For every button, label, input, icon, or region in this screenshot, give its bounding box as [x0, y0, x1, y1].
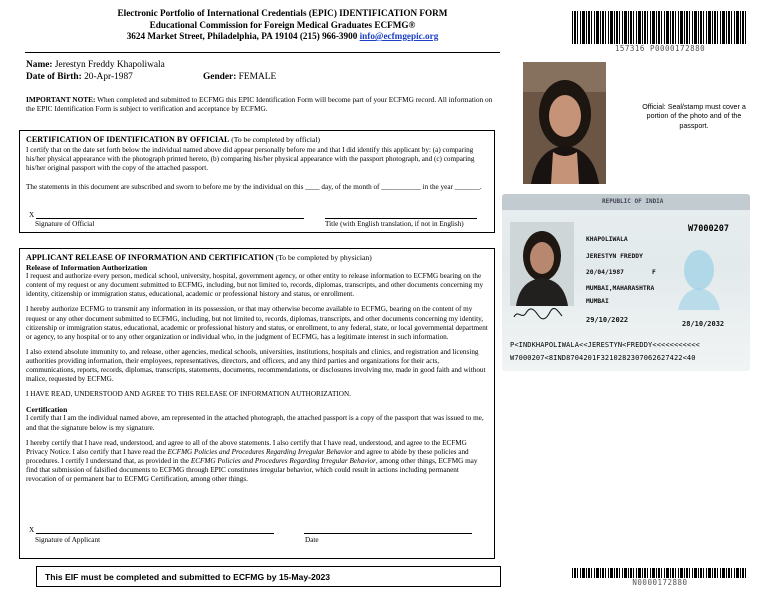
important-note-label: IMPORTANT NOTE: — [26, 95, 96, 104]
release-heading: APPLICANT RELEASE OF INFORMATION AND CERTIFICATION — [26, 253, 274, 262]
gender-label: Gender: — [203, 71, 237, 82]
applicant-sig-x: X — [29, 526, 35, 534]
passport-number: W7000207 — [688, 224, 729, 234]
applicant-release-box — [19, 248, 495, 559]
passport-mrz-line-2: W7000207<8IND8704201F3210282307062627422<40 — [510, 354, 696, 362]
applicant-photo-graphic — [523, 62, 606, 184]
certification-paragraph-1: I certify that I am the individual named above, am represented in the attached photograph, the attached passport is a copy of the passport that was issued to me, and that the signature below is my signature. — [26, 414, 484, 432]
official-paragraph: I certify that on the date set forth below the individual named above did appear personally before me and that I did identify this applicant by: (a) comparing his/her physical appearance with the photograph printed hereto, (b) comparing his/her physical appearance with the passport photograph, and (c) comparing his/her original passport with the copy of the attached passport. — [26, 146, 475, 173]
release-agreement: I HAVE READ, UNDERSTOOD AND AGREE TO THIS RELEASE OF INFORMATION AUTHORIZATION. — [26, 390, 351, 399]
official-title-label: Title (with English translation, if not in English) — [325, 220, 464, 228]
official-heading-note: (To be completed by official) — [231, 135, 320, 144]
top-barcode — [572, 11, 748, 44]
submission-deadline: This EIF must be completed and submitted to ECFMG by 15-May-2023 — [36, 566, 501, 587]
passport-surname: KHAPOLIWALA — [586, 236, 628, 243]
passport-ghost-photo — [674, 242, 724, 310]
passport-place-of-issue: MUMBAI — [586, 298, 609, 305]
dob-label: Date of Birth: — [26, 71, 82, 82]
applicant-signature-label: Signature of Applicant — [35, 536, 101, 544]
official-heading: CERTIFICATION OF IDENTIFICATION BY OFFICIAL — [26, 135, 230, 144]
applicant-gender: FEMALE — [238, 71, 277, 82]
certification-paragraph-2: I hereby certify that I have read, understood, and agree to all of the above statements. I also certify that I have read, understood, and agree to the ECFMG Privacy Notice. I also certify that I have read the ECFMG Policies and Procedures Regarding Irregular Behavior and agree to abide by these policies and procedures. I certify I understand that, as provided in the ECFMG Policies and Procedures Regarding Irregular Behavior, among other things, ECFMG may find that submission of falsified documents to ECFMG through EPIC constitutes irregular behavior, which could result in actions including permanent revocation of or permanent bar to ECFMG Certification, among other things. — [26, 438, 478, 483]
official-sig-x: X — [29, 211, 35, 219]
release-paragraph-2: I hereby authorize ECFMG to transmit any information in its possession, or that may otherwise become available to ECFMG, bearing on the content of my request or any other document submitted to ECFMG, including, but not limited to, records, diplomas, transcripts, and other documents concerning my identity, citizenship or immigration status, educational, academic or professional history and status, or enrollment, to any federal, state, or local governmental department or agency, to any hospital or to any other organization or individual who, in the judgment of ECFMG, has a legitimate interest in such information. — [26, 305, 488, 341]
release-heading-note: (To be completed by physician) — [275, 253, 372, 262]
official-statement: The statements in this document are subscribed and sworn to before me by the individual on this ____ day, of the month of ___________ in the year _______. — [26, 183, 482, 192]
important-note-text: When completed and submitted to ECFMG this EPIC Identification Form will become part of your ECFMG record. All information on the EPIC Identification Form is subject to verification and acceptance by ECFMG. — [26, 95, 493, 114]
important-note — [26, 95, 501, 114]
passport-date-of-issue: 29/10/2022 — [586, 316, 629, 324]
passport-mrz-line-1: P<INDKHAPOLIWALA<<JERESTYN<FREDDY<<<<<<<<<<< — [510, 341, 700, 349]
form-title: Electronic Portfolio of International Credentials (EPIC) IDENTIFICATION FORM — [117, 8, 448, 18]
passport-dob: 20/04/1987 — [586, 269, 624, 276]
name-label: Name: — [26, 60, 53, 70]
applicant-dob-row — [26, 72, 165, 84]
policy-reference-1: ECFMG Policies and Procedures Regarding Irregular Behavior — [167, 447, 353, 456]
applicant-name: Jerestyn Freddy Khapoliwala — [54, 60, 165, 70]
bottom-barcode — [572, 568, 748, 578]
top-barcode-text: 157316 P0000172880 — [614, 44, 706, 53]
official-heading-row — [26, 135, 488, 145]
form-header — [0, 8, 565, 43]
applicant-date-line[interactable] — [304, 533, 472, 534]
official-signature-label: Signature of Official — [35, 220, 95, 228]
release-paragraph-1: I request and authorize every person, medical school, university, hospital, government agency, or other entity to release information to ECFMG bearing on the content of my request or any document submitted to ECFMG, including, but not limited to, records, diplomas, transcripts, and other documents concerning my identity, citizenship or immigration status, educational, academic or professional history and status, or enrollment. — [26, 272, 484, 299]
release-heading-row — [26, 253, 488, 263]
official-title-line[interactable] — [325, 218, 477, 219]
applicant-name-row — [26, 60, 165, 72]
applicant-gender-row — [203, 72, 276, 82]
release-subheading: Release of Information Authorization — [26, 263, 148, 273]
official-certification-box — [19, 130, 495, 233]
org-email-link[interactable]: info@ecfmgepic.org — [359, 31, 439, 41]
certification-heading: Certification — [26, 405, 68, 415]
passport-photo — [510, 222, 574, 306]
applicant-dob: 20-Apr-1987 — [84, 71, 133, 82]
passport-sex: F — [652, 269, 656, 276]
passport-signature-graphic — [512, 306, 564, 322]
org-name: Educational Commission for Foreign Medical Graduates ECFMG® — [149, 19, 416, 30]
policy-reference-2: ECFMG Policies and Procedures Regarding Irregular Behavior — [190, 456, 376, 465]
passport-place-of-birth: MUMBAI,MAHARASHTRA — [586, 285, 655, 292]
official-signature-line[interactable] — [36, 218, 304, 219]
passport-copy — [502, 194, 750, 371]
header-divider — [25, 52, 500, 53]
org-contact — [0, 31, 565, 43]
photo-caption: Official: Seal/stamp must cover a portion of the photo and of the passport. — [642, 103, 746, 130]
release-paragraph-3: I also extend absolute immunity to, and release, other agencies, medical schools, universities, institutions, hospitals and clinics, and registration and licensing authorities providing information, their employees, representatives, directors, and officers, and any third parties and organizations for their acts, communications, reports, records, diplomas, transcripts, statements, documents, recommendations, or disclosures involving me, made in good faith and without malice, requested by ECFMG. — [26, 347, 486, 384]
applicant-info — [26, 60, 165, 83]
passport-given-names: JERESTYN FREDDY — [586, 253, 643, 260]
passport-country: REPUBLIC OF INDIA — [602, 198, 664, 205]
applicant-signature-line[interactable] — [36, 533, 274, 534]
passport-date-of-expiry: 28/10/2032 — [682, 320, 725, 328]
bottom-barcode-text: N0000172880 — [632, 578, 688, 587]
applicant-photo — [523, 62, 606, 184]
org-address: 3624 Market Street, Philadelphia, PA 19104 (215) 966-3900 — [126, 31, 358, 41]
applicant-date-label: Date — [305, 536, 319, 544]
